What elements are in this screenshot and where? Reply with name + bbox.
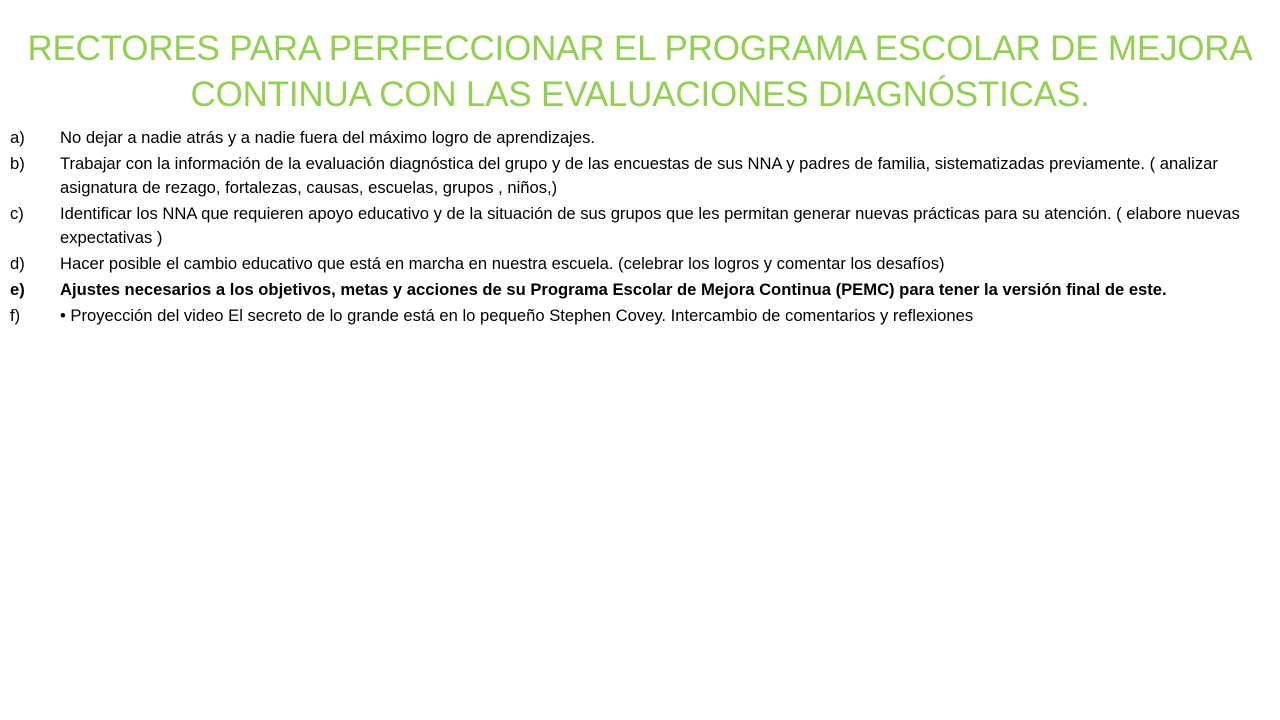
list-item-text: Ajustes necesarios a los objetivos, metas y acciones de su Programa Escolar de Mejora Continua (PEMC) para tener la versión final de este. [60,280,1167,299]
list-item-d [10,252,1272,276]
list-marker: e) [10,280,25,299]
list-marker: b) [10,154,25,173]
list-item-text: Hacer posible el cambio educativo que está en marcha en nuestra escuela. (celebrar los logros y comentar los desafíos) [60,254,945,273]
list-item-a [10,126,1272,150]
list-item-f [10,304,1272,328]
list-item-text: Trabajar con la información de la evaluación diagnóstica del grupo y de las encuestas de sus NNA y padres de familia, sistematizadas previamente. ( analizar asignatura de rezago, fortalezas, causas, escuelas, grupos , niños,) [60,154,1218,197]
list-marker: f) [10,306,21,325]
list-marker: d) [10,254,25,273]
list-marker: a) [10,128,25,147]
list-item-e [10,278,1272,302]
list-marker: c) [10,204,24,223]
list-item-text: No dejar a nadie atrás y a nadie fuera del máximo logro de aprendizajes. [60,128,596,147]
list-item-b [10,152,1272,200]
slide-title-line-2: CONTINUA CON LAS EVALUACIONES DIAGNÓSTICAS. [190,75,1090,114]
list-item-text: • Proyección del video El secreto de lo grande está en lo pequeño Stephen Covey. Intercambio de comentarios y reflexiones [60,306,974,325]
guidelines-list [10,126,1272,330]
slide-title [20,26,1260,118]
list-item-c [10,202,1272,250]
list-item-text: Identificar los NNA que requieren apoyo educativo y de la situación de sus grupos que les permitan generar nuevas prácticas para su atención. ( elabore nuevas expectativas ) [60,204,1240,247]
slide-title-line-1: RECTORES PARA PERFECCIONAR EL PROGRAMA ESCOLAR DE MEJORA [27,29,1253,68]
